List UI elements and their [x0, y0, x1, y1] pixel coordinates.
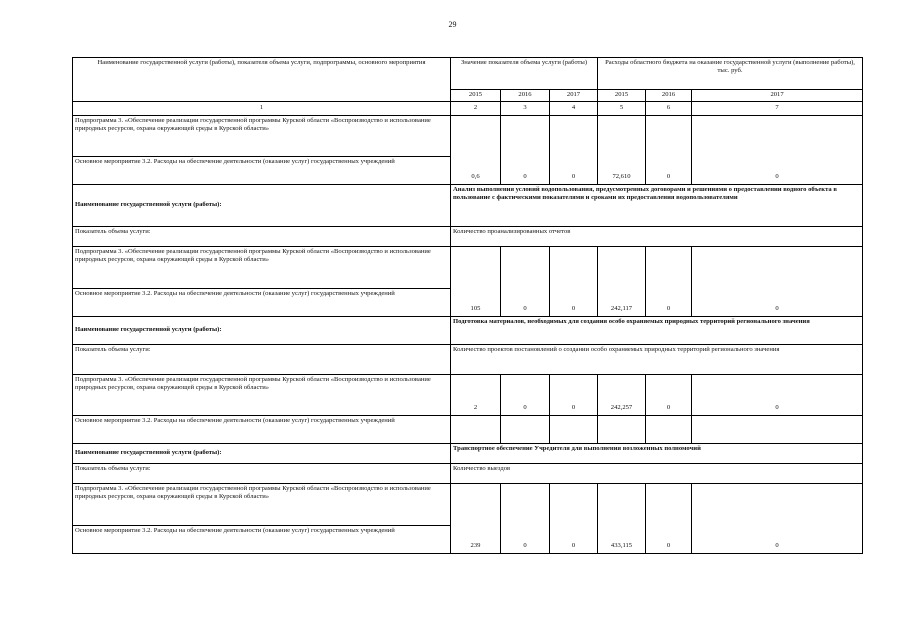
measure-text: Основное мероприятие 3.2. Расходы на обеспечение деятельности (оказание услуг) государственных учреждений [73, 289, 451, 317]
column-number: 3 [501, 102, 550, 116]
subprogram-text: Подпрограмма 3. «Обеспечение реализации государственной программы Курской области «Воспроизводство и использование природных ресурсов, охрана окружающей среды в Курской области» [73, 247, 451, 289]
value-cell: 0 [646, 484, 692, 554]
column-number: 1 [73, 102, 451, 116]
indicator-row [73, 227, 863, 247]
value-cell: 0 [501, 375, 550, 416]
measure-text: Основное мероприятие 3.2. Расходы на обеспечение деятельности (оказание услуг) государственных учреждений [73, 157, 451, 185]
indicator-label: Показатель объема услуги: [73, 464, 451, 484]
value-cell: 0 [646, 116, 692, 185]
service-row [73, 444, 863, 464]
column-number: 6 [646, 102, 692, 116]
empty-cell [598, 416, 646, 444]
service-value: Транспортное обеспечение Учредителя для выполнения возложенных полномочий [451, 444, 863, 464]
subprogram-row [73, 375, 863, 416]
column-numbers-row [73, 102, 863, 116]
value-cell: 0 [550, 484, 598, 554]
subprogram-text: Подпрограмма 3. «Обеспечение реализации государственной программы Курской области «Воспроизводство и использование природных ресурсов, охрана окружающей среды в Курской области» [73, 375, 451, 416]
subprogram-text: Подпрограмма 3. «Обеспечение реализации государственной программы Курской области «Воспроизводство и использование природных ресурсов, охрана окружающей среды в Курской области» [73, 116, 451, 157]
value-cell: 105 [451, 247, 501, 317]
service-label: Наименование государственной услуги (работы): [73, 444, 451, 464]
value-cell: 0 [501, 247, 550, 317]
year-cell: 2015 [451, 90, 501, 102]
service-value: Подготовка материалов, необходимых для создания особо охраняемых природных территорий регионального значения [451, 317, 863, 345]
value-cell: 0 [646, 247, 692, 317]
empty-cell [451, 416, 501, 444]
value-cell: 0,6 [451, 116, 501, 185]
value-cell: 0 [692, 247, 863, 317]
empty-cell [501, 416, 550, 444]
page-number: 29 [448, 20, 457, 29]
subprogram-text: Подпрограмма 3. «Обеспечение реализации государственной программы Курской области «Воспроизводство и использование природных ресурсов, охрана окружающей среды в Курской области» [73, 484, 451, 526]
value-cell: 0 [692, 375, 863, 416]
empty-cell [692, 416, 863, 444]
empty-cell [550, 416, 598, 444]
value-cell: 0 [692, 484, 863, 554]
value-cell: 0 [550, 375, 598, 416]
services-table [72, 57, 863, 554]
value-cell: 0 [646, 375, 692, 416]
measure-text: Основное мероприятие 3.2. Расходы на обеспечение деятельности (оказание услуг) государственных учреждений [73, 416, 451, 444]
indicator-value: Количество выездов [451, 464, 863, 484]
value-cell: 433,115 [598, 484, 646, 554]
subprogram-row [73, 116, 863, 157]
header-volume-column: Значение показателя объема услуги (работы) [451, 58, 598, 90]
service-value: Анализ выполнения условий водопользования, предусмотренных договорами и решениями о предоставлении водного объекта в пользование с фактическими показателями и сроками их предоставления водопользователями [451, 185, 863, 227]
header-budget-column: Расходы областного бюджета на оказание государственной услуги (выполнение работы), тыс. руб. [598, 58, 863, 90]
indicator-value: Количество проектов постановлений о создании особо охраняемых природных территорий регионального значения [451, 345, 863, 375]
value-cell: 239 [451, 484, 501, 554]
header-name-column: Наименование государственной услуги (работы), показателя объема услуги, подпрограммы, основного мероприятия [73, 58, 451, 102]
column-number: 2 [451, 102, 501, 116]
measure-text: Основное мероприятие 3.2. Расходы на обеспечение деятельности (оказание услуг) государственных учреждений [73, 526, 451, 554]
year-cell: 2017 [550, 90, 598, 102]
value-cell: 0 [501, 484, 550, 554]
value-cell: 0 [550, 247, 598, 317]
service-label: Наименование государственной услуги (работы): [73, 317, 451, 345]
service-label: Наименование государственной услуги (работы): [73, 185, 451, 227]
value-cell: 242,117 [598, 247, 646, 317]
value-cell: 242,257 [598, 375, 646, 416]
column-number: 5 [598, 102, 646, 116]
empty-cell [646, 416, 692, 444]
subprogram-row [73, 484, 863, 526]
indicator-value: Количество проанализированных отчетов [451, 227, 863, 247]
service-row [73, 317, 863, 345]
column-number: 7 [692, 102, 863, 116]
measure-row [73, 416, 863, 444]
value-cell: 2 [451, 375, 501, 416]
year-cell: 2016 [501, 90, 550, 102]
value-cell: 0 [501, 116, 550, 185]
service-row [73, 185, 863, 227]
indicator-label: Показатель объема услуги: [73, 345, 451, 375]
indicator-row [73, 464, 863, 484]
column-number: 4 [550, 102, 598, 116]
header-row [73, 58, 863, 90]
value-cell: 0 [550, 116, 598, 185]
value-cell: 72,610 [598, 116, 646, 185]
year-cell: 2015 [598, 90, 646, 102]
year-cell: 2017 [692, 90, 863, 102]
indicator-row [73, 345, 863, 375]
value-cell: 0 [692, 116, 863, 185]
year-cell: 2016 [646, 90, 692, 102]
subprogram-row [73, 247, 863, 289]
indicator-label: Показатель объема услуги: [73, 227, 451, 247]
